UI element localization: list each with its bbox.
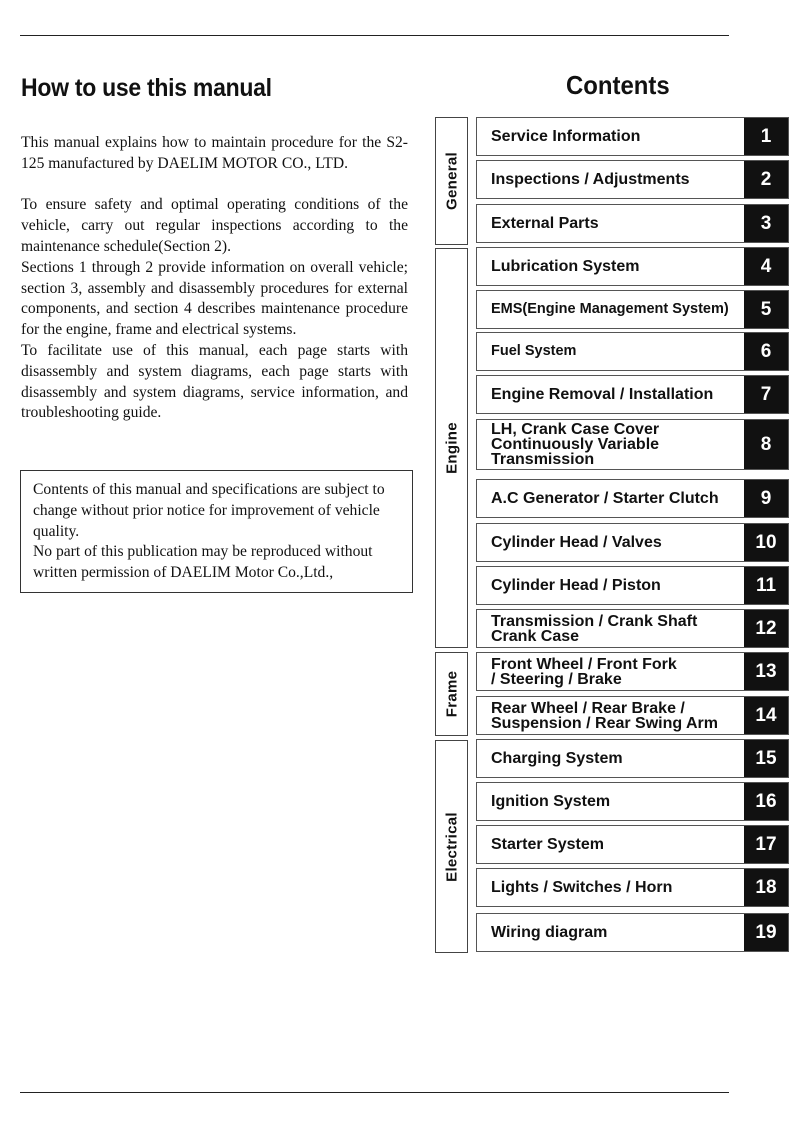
section-number: 10 xyxy=(744,524,788,561)
contents-item-label: External Parts xyxy=(491,215,599,232)
contents-item-label: Wiring diagram xyxy=(491,924,608,941)
contents-item-9[interactable] xyxy=(476,479,789,518)
contents-item-label: Inspections / Adjustments xyxy=(491,171,690,188)
section-number: 11 xyxy=(744,567,788,604)
contents-item-19[interactable] xyxy=(476,913,789,952)
contents-item-15[interactable] xyxy=(476,739,789,778)
contents-item-label: Service Information xyxy=(491,128,641,145)
section-number: 14 xyxy=(744,697,788,734)
section-number: 5 xyxy=(744,291,788,328)
section-number: 12 xyxy=(744,610,788,647)
contents-item-8[interactable] xyxy=(476,419,789,470)
contents-item-label: Fuel System xyxy=(491,343,577,359)
contents-item-label: Lights / Switches / Horn xyxy=(491,879,673,896)
section-number: 15 xyxy=(744,740,788,777)
group-frame xyxy=(435,652,468,736)
notice-box xyxy=(20,470,413,593)
group-engine xyxy=(435,248,468,648)
group-general xyxy=(435,117,468,245)
intro-paragraph-4: To facilitate use of this manual, each page starts with disassembly and system diagrams, each page starts with disassembly and system diagrams, service information, and troubleshooting guide. xyxy=(21,341,408,422)
contents-item-label: Cylinder Head / Valves xyxy=(491,534,662,551)
contents-item-label: EMS(Engine Management System) xyxy=(491,301,729,317)
contents-item-label: A.C Generator / Starter Clutch xyxy=(491,490,719,507)
contents-item-13[interactable] xyxy=(476,652,789,691)
contents-item-14[interactable] xyxy=(476,696,789,735)
notice-text-2: No part of this publication may be reproduced without written permission of DAELIM Motor Co.,Ltd., xyxy=(33,543,373,582)
contents-item-18[interactable] xyxy=(476,868,789,907)
contents-item-2[interactable] xyxy=(476,160,789,199)
section-number: 9 xyxy=(744,480,788,517)
contents-item-4[interactable] xyxy=(476,247,789,286)
contents-item-3[interactable] xyxy=(476,204,789,243)
section-number: 18 xyxy=(744,869,788,906)
contents-item-7[interactable] xyxy=(476,375,789,414)
contents-item-label: Engine Removal / Installation xyxy=(491,386,714,403)
section-number: 17 xyxy=(744,826,788,863)
section-number: 6 xyxy=(744,333,788,370)
group-electrical xyxy=(435,740,468,953)
contents-item-label: Ignition System xyxy=(491,793,611,810)
contents-item-label: Lubrication System xyxy=(491,258,640,275)
contents-item-label: Rear Wheel / Rear Brake / Suspension / Rear Swing Arm xyxy=(491,699,719,732)
contents-title: Contents xyxy=(566,70,670,100)
contents-item-label: Front Wheel / Front Fork / Steering / Brake xyxy=(491,655,677,688)
intro-paragraph-2: To ensure safety and optimal operating conditions of the vehicle, carry out regular inspections according to the maintenance schedule(Section 2). xyxy=(21,196,408,255)
contents-item-5[interactable] xyxy=(476,290,789,329)
page-title: How to use this manual xyxy=(21,74,272,102)
section-number: 1 xyxy=(744,118,788,155)
group-label-general: General xyxy=(443,152,460,210)
contents-item-17[interactable] xyxy=(476,825,789,864)
section-number: 13 xyxy=(744,653,788,690)
section-number: 19 xyxy=(744,914,788,951)
contents-item-10[interactable] xyxy=(476,523,789,562)
section-number: 3 xyxy=(744,205,788,242)
section-number: 8 xyxy=(744,420,788,469)
top-rule xyxy=(20,35,729,36)
contents-item-1[interactable] xyxy=(476,117,789,156)
intro-paragraph-1: This manual explains how to maintain procedure for the S2-125 manufactured by DAELIM MOTOR CO., LTD. xyxy=(21,134,408,172)
intro-text xyxy=(21,133,408,424)
notice-text-1: Contents of this manual and specifications are subject to change without prior notice for improvement of vehicle quality. xyxy=(33,481,385,540)
contents-item-11[interactable] xyxy=(476,566,789,605)
contents-item-6[interactable] xyxy=(476,332,789,371)
contents-item-12[interactable] xyxy=(476,609,789,648)
contents-item-label: Cylinder Head / Piston xyxy=(491,577,661,594)
contents-item-label: Starter System xyxy=(491,836,604,853)
group-label-electrical: Electrical xyxy=(443,811,460,882)
intro-paragraph-3: Sections 1 through 2 provide information on overall vehicle; section 3, assembly and disassembly procedures for external components, and section 4 describes maintenance procedure for the engine, frame and electrical systems. xyxy=(21,258,408,339)
group-label-engine: Engine xyxy=(443,422,460,474)
bottom-rule xyxy=(20,1092,729,1093)
contents-item-label: LH, Crank Case Cover Continuously Variable Transmission xyxy=(491,421,660,468)
section-number: 4 xyxy=(744,248,788,285)
section-number: 2 xyxy=(744,161,788,198)
section-number: 16 xyxy=(744,783,788,820)
contents-item-label: Transmission / Crank Shaft Crank Case xyxy=(491,612,698,645)
section-number: 7 xyxy=(744,376,788,413)
contents-item-label: Charging System xyxy=(491,750,623,767)
contents-item-16[interactable] xyxy=(476,782,789,821)
group-label-frame: Frame xyxy=(443,670,460,718)
